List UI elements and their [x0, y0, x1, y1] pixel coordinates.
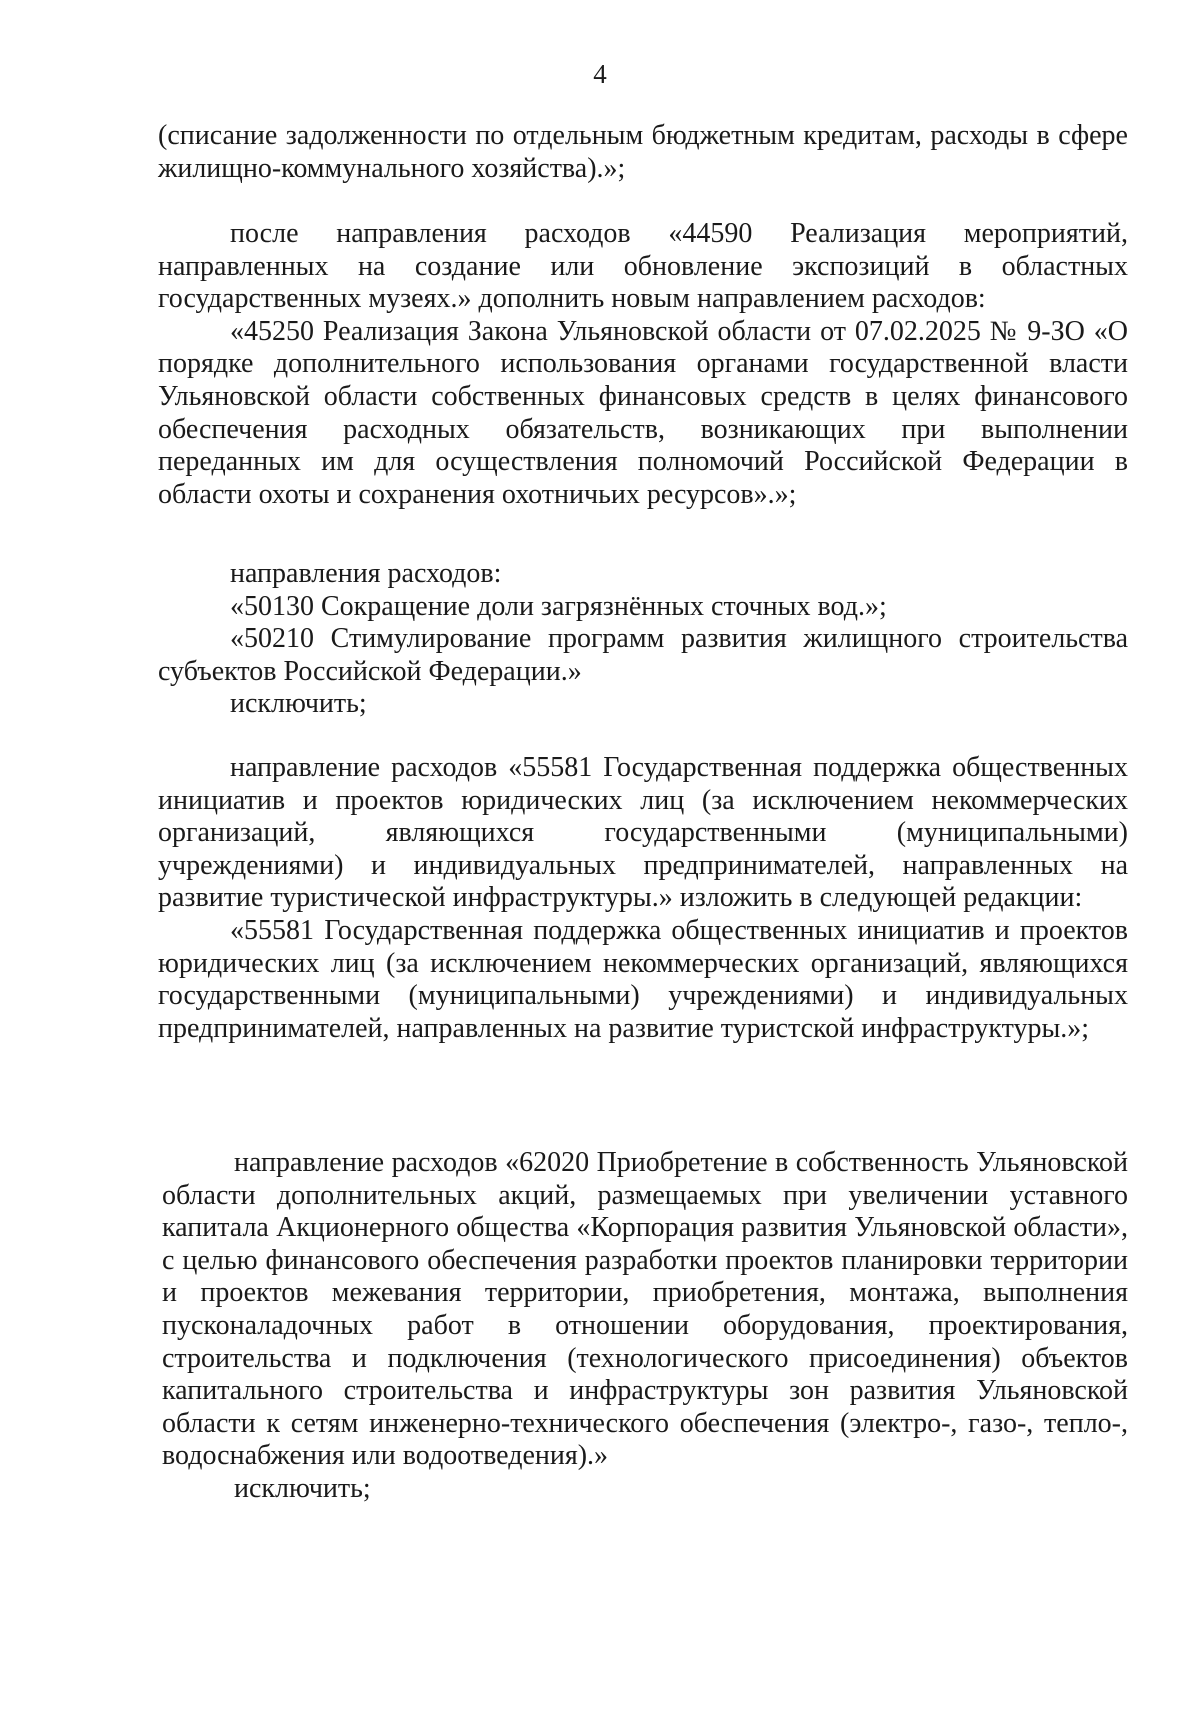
- paragraph-block-55581: [158, 752, 1128, 1045]
- paragraph-text: «50130 Сокращение доли загрязнённых сточных вод.»;: [230, 590, 887, 622]
- paragraph-text: направление расходов «55581 Государственная поддержка общественных инициатив и проектов юридических лиц (за исключением некоммерческих организаций, являющихся государственными (муниципальными) учреждениями) и индивидуальных предпринимателей, направленных на развитие туристической инфраструктуры.» изложить в следующей редакции:: [158, 752, 1128, 914]
- paragraph-block-writeoff: [158, 120, 1128, 185]
- paragraph-text: «55581 Государственная поддержка общественных инициатив и проектов юридических лиц (за исключением некоммерческих организаций, являющихся государственными (муниципальными) учреждениями) и индивидуальных предпринимателей, направленных на развитие туристской инфраструктуры.»;: [158, 914, 1128, 1044]
- paragraph-text: направление расходов «62020 Приобретение в собственность Ульяновской области дополнительных акций, размещаемых при увеличении уставного капитала Акционерного общества «Корпорация развития Ульяновской области», с целью финансового обеспечения разработки проектов планировки территории и проектов межевания территории, приобретения, монтажа, выполнения пусконаладочных работ в отношении оборудования, проектирования, строительства и подключения (технологического присоединения) объектов капитального строительства и инфраструктуры зон развития Ульяновской области к сетям инженерно-технического обеспечения (электро-, газо-, тепло-, водоснабжения или водоотведения).»: [162, 1147, 1128, 1472]
- paragraph-text: (списание задолженности по отдельным бюджетным кредитам, расходы в сфере жилищно-коммунального хозяйства).»;: [158, 120, 1128, 184]
- page-number: 4: [593, 59, 607, 89]
- paragraph-text: исключить;: [230, 688, 367, 720]
- paragraph-block-62020: [162, 1147, 1128, 1506]
- paragraph-text: после направления расходов «44590 Реализация мероприятий, направленных на создание или обновление экспозиций в областных государственных музеях.» дополнить новым направлением расходов:: [158, 218, 1128, 315]
- paragraph-block-44590: [158, 218, 1128, 511]
- paragraph-text: исключить;: [234, 1472, 371, 1504]
- paragraph-text: направления расходов:: [230, 558, 502, 589]
- paragraph-block-50130: [158, 558, 1128, 721]
- paragraph-text: «45250 Реализация Закона Ульяновской области от 07.02.2025 № 9-ЗО «О порядке дополнительного использования органами государственной власти Ульяновской области собственных финансовых средств в целях финансового обеспечения расходных обязательств, возникающих при выполнении переданных им для осуществления полномочий Российской Федерации в области охоты и сохранения охотничьих ресурсов».»;: [158, 315, 1128, 510]
- paragraph-text: «50210 Стимулирование программ развития жилищного строительства субъектов Российской Федерации.»: [158, 623, 1128, 687]
